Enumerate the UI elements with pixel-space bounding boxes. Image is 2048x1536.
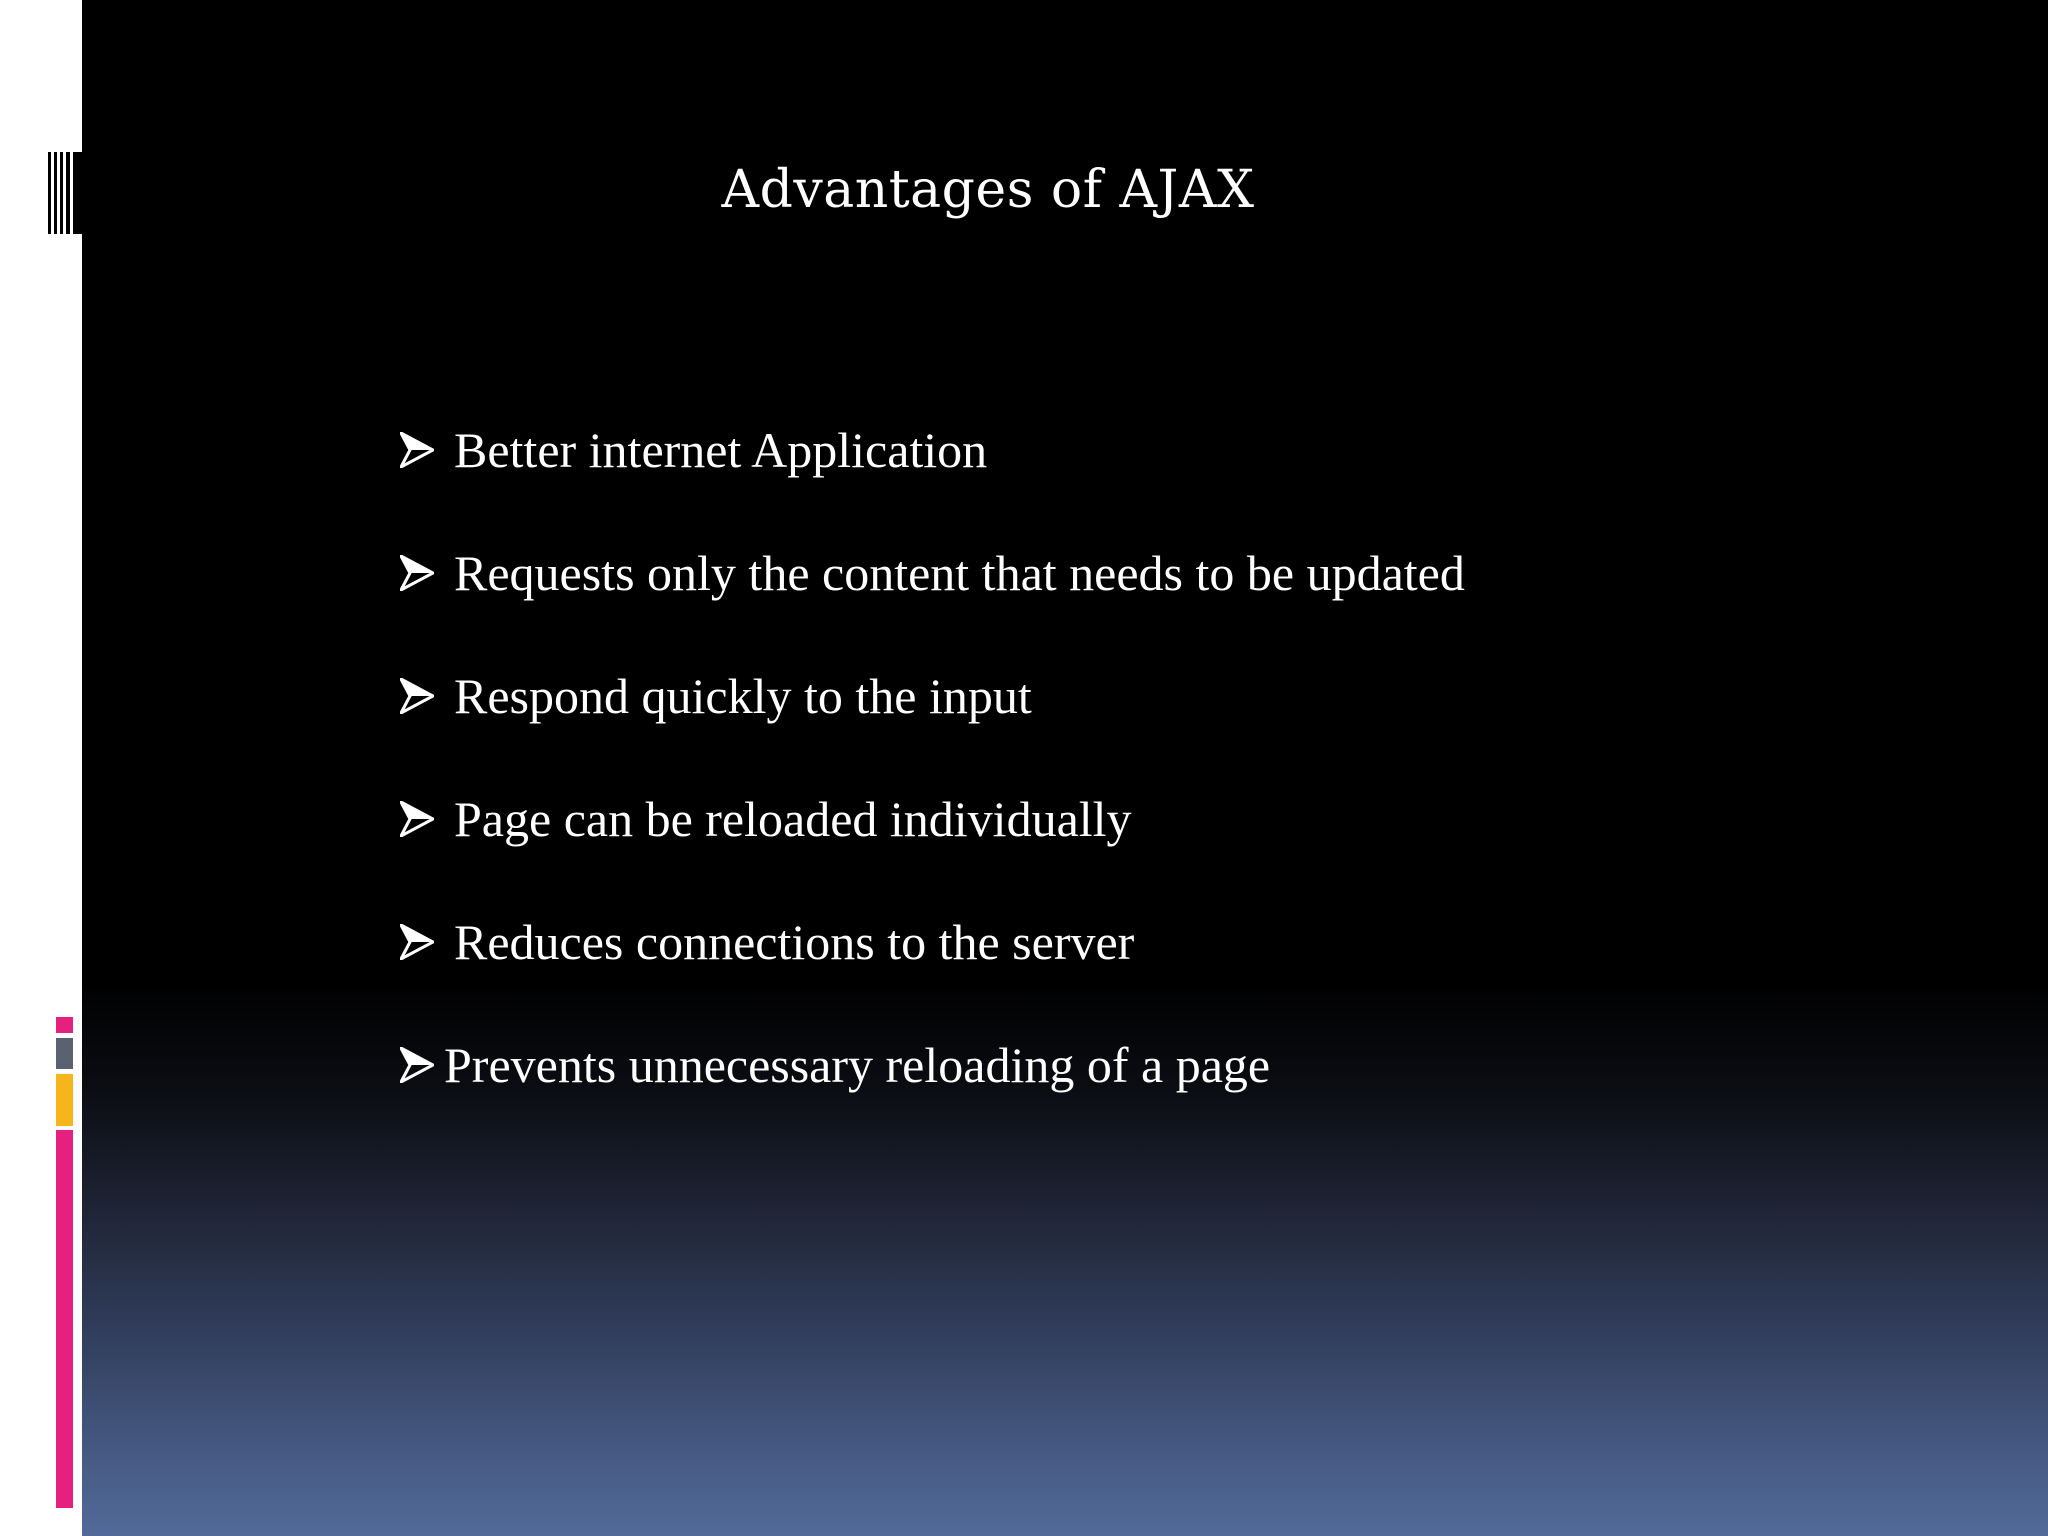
accent-gray (56, 1038, 73, 1069)
bullet-item (400, 1030, 1465, 1153)
accent-pink-small (56, 1017, 73, 1033)
bullet-label: Reduces connections to the server (454, 914, 1135, 970)
bullet-label: Page can be reloaded individually (454, 791, 1132, 847)
bullet-item (400, 907, 1465, 1030)
bullet-label: Respond quickly to the input (454, 668, 1032, 724)
arrow-bullet-icon (400, 415, 436, 485)
bullet-item (400, 415, 1465, 538)
arrow-bullet-icon (400, 538, 436, 608)
bullet-label: Prevents unnecessary reloading of a page (444, 1037, 1271, 1093)
slide-title: Advantages of AJAX (721, 160, 1255, 220)
bullet-item (400, 538, 1465, 661)
arrow-bullet-icon (400, 784, 436, 854)
bullet-list (400, 415, 1465, 1153)
left-decorative-strip (0, 0, 82, 1536)
accent-yellow (56, 1074, 73, 1126)
arrow-bullet-icon (400, 907, 436, 977)
barcode-decoration (48, 152, 82, 234)
bullet-label: Requests only the content that needs to be updated (454, 545, 1465, 601)
accent-pink-tall (56, 1130, 73, 1508)
bullet-item (400, 661, 1465, 784)
bullet-item (400, 784, 1465, 907)
bullet-label: Better internet Application (454, 422, 988, 478)
arrow-bullet-icon (400, 661, 436, 731)
arrow-bullet-icon (400, 1030, 436, 1100)
